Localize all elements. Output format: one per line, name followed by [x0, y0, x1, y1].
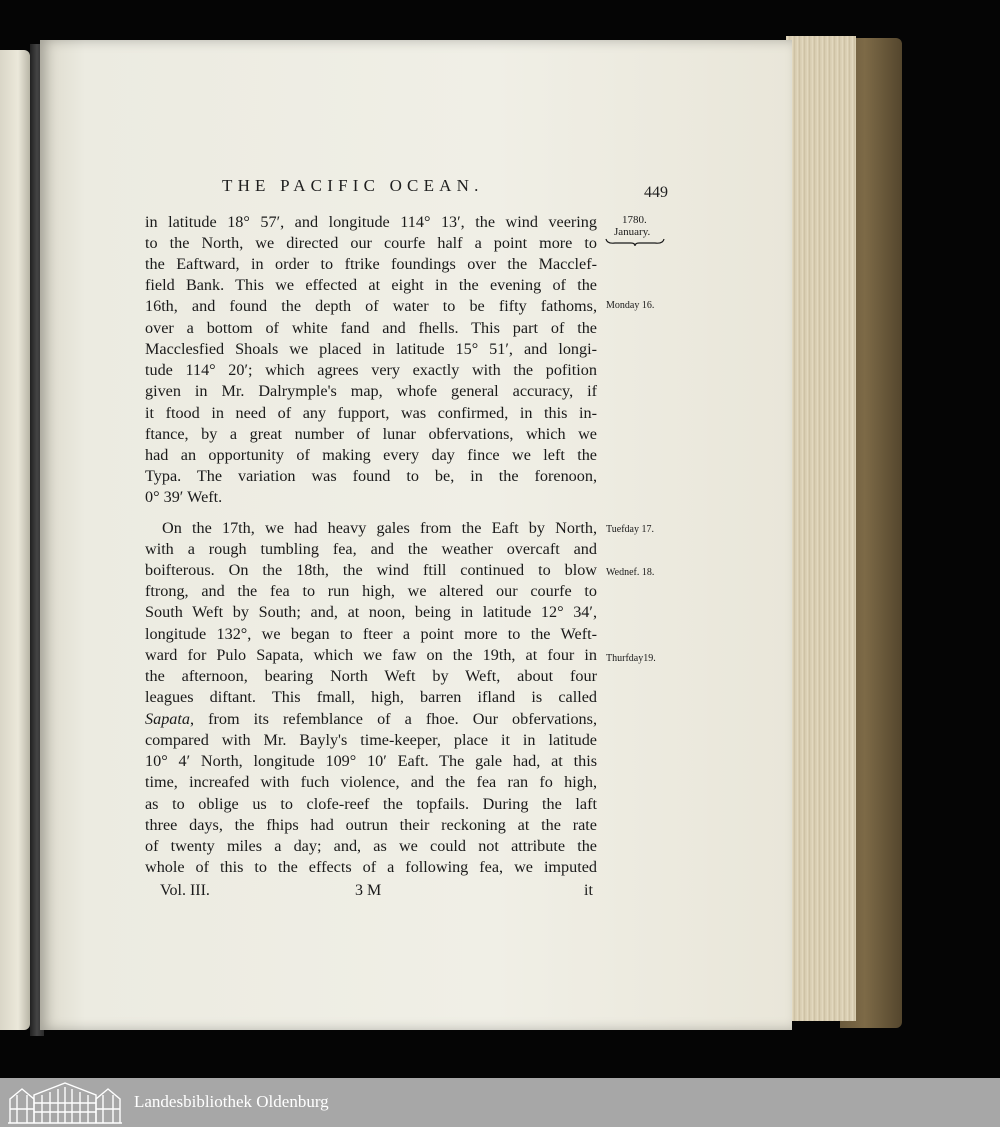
- running-title: THE PACIFIC OCEAN.: [222, 176, 484, 195]
- text-line: it ftood in need of any fupport, was confirmed, in this in-: [145, 404, 597, 422]
- text-line: leagues diftant. This fmall, high, barren ifland is called: [145, 688, 597, 706]
- text-line: in latitude 18° 57′, and longitude 114° 13′, the wind veering: [145, 213, 597, 231]
- text-line: tude 114° 20′; which agrees very exactly with the pofition: [145, 361, 597, 379]
- text-line: with a rough tumbling fea, and the weather overcaft and: [145, 540, 597, 558]
- text-line: Sapata, from its refemblance of a fhoe. Our obfervations,: [145, 710, 597, 728]
- text-line: as to oblige us to clofe-reef the topfails. During the laft: [145, 795, 597, 813]
- text-line: the afternoon, bearing North Weft by Weft, about four: [145, 667, 597, 685]
- text-line: ftance, by a great number of lunar obfervations, which we: [145, 425, 597, 443]
- text-line: the Eaftward, in order to ftrike foundings over the Macclef-: [145, 255, 597, 273]
- text-line: Macclesfied Shoals we placed in latitude 15° 51′, and longi-: [145, 340, 597, 358]
- margin-note-date: Thurfday19.: [606, 653, 656, 664]
- text-line: to the North, we directed our courfe half a point more to: [145, 234, 597, 252]
- catchword: it: [584, 882, 593, 899]
- text-line: compared with Mr. Bayly's time-keeper, place it in latitude: [145, 731, 597, 749]
- signature-volume: Vol. III.: [160, 882, 210, 899]
- margin-note-month: January.: [614, 226, 651, 238]
- text-line: 16th, and found the depth of water to be fifty fathoms,: [145, 297, 597, 315]
- text-line: longitude 132°, we began to fteer a point more to the Weft-: [145, 625, 597, 643]
- text-line: South Weft by South; and, at noon, being in latitude 12° 34′,: [145, 603, 597, 621]
- library-building-icon: [8, 1081, 122, 1124]
- text-line: had an opportunity of making every day fince we left the: [145, 446, 597, 464]
- text-line: 0° 39′ Weft.: [145, 488, 223, 506]
- text-line: whole of this to the effects of a following fea, we imputed: [145, 858, 597, 876]
- text-line: 10° 4′ North, longitude 109° 10′ Eaft. The gale had, at this: [145, 752, 597, 770]
- text-line: three days, the fhips had outrun their reckoning at the rate: [145, 816, 597, 834]
- margin-note-year: 1780.: [622, 214, 647, 226]
- text-line: of twenty miles a day; and, as we could not attribute the: [145, 837, 597, 855]
- text-line: boifterous. On the 18th, the wind ftill continued to blow: [145, 561, 597, 579]
- margin-note-date: Wednef. 18.: [606, 567, 655, 578]
- text-line: Typa. The variation was found to be, in the forenoon,: [145, 467, 597, 485]
- text-line: On the 17th, we had heavy gales from the Eaft by North,: [162, 519, 597, 537]
- left-page-edge: [0, 50, 30, 1030]
- signature-mark: 3 M: [355, 882, 382, 899]
- text-line: time, increafed with fuch violence, and the fea ran fo high,: [145, 773, 597, 791]
- text-line: ftrong, and the fea to run high, we altered our courfe to: [145, 582, 597, 600]
- page-number: 449: [644, 184, 668, 201]
- margin-note-date: Monday 16.: [606, 300, 655, 311]
- library-footer-bar: [0, 1078, 1000, 1127]
- brace-icon: [605, 238, 665, 246]
- text-line: given in Mr. Dalrymple's map, whofe general accuracy, if: [145, 382, 597, 400]
- margin-note-date: Tuefday 17.: [606, 524, 654, 535]
- page-edges: [786, 36, 856, 1021]
- library-name: Landesbibliothek Oldenburg: [134, 1092, 329, 1111]
- text-line: ward for Pulo Sapata, which we faw on the 19th, at four in: [145, 646, 597, 664]
- text-line: field Bank. This we effected at eight in the evening of the: [145, 276, 597, 294]
- text-line: over a bottom of white fand and fhells. This part of the: [145, 319, 597, 337]
